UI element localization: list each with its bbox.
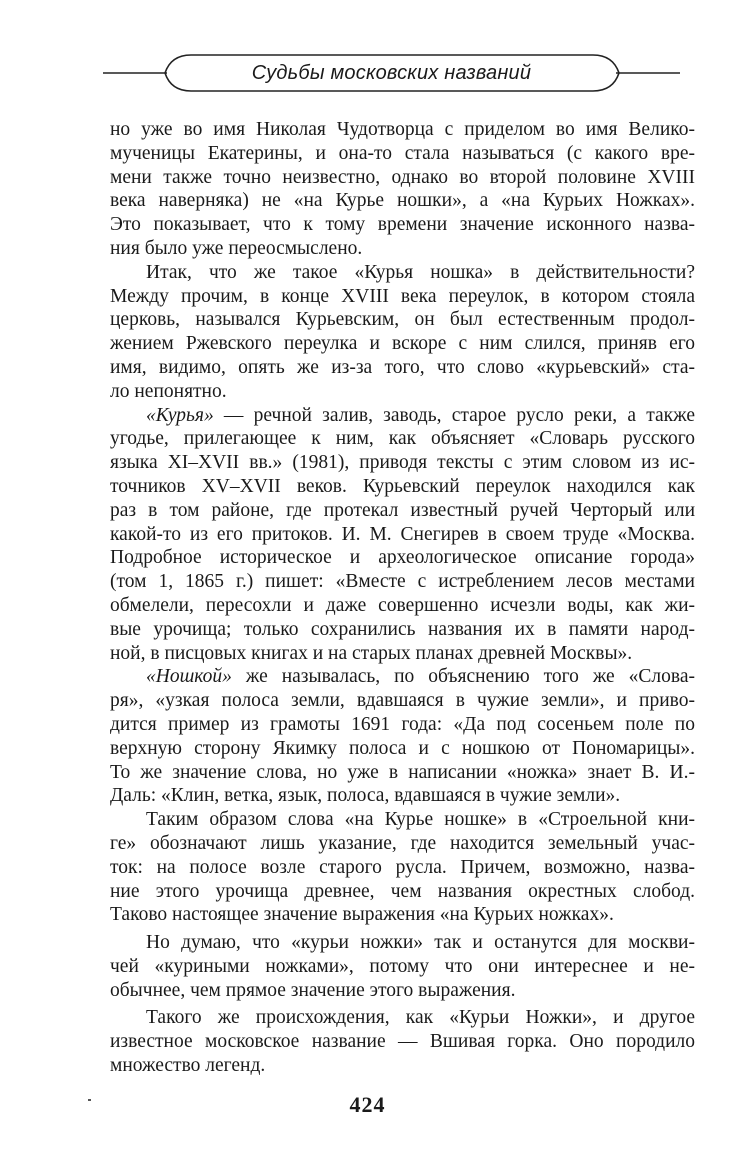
text-line: Между прочим, в конце XVIII века переулок, в котором стояла (110, 285, 695, 307)
text-line: но уже во имя Николая Чудотворца с приделом во имя Велико- (110, 119, 695, 140)
running-header-title: Судьбы московских названий (251, 62, 532, 84)
text-line: вые урочища; только сохранились названия их в памяти народ- (110, 618, 695, 640)
text-line: обмелели, пересохли и даже совершенно исчезли воды, как жи- (110, 594, 695, 616)
text-line: Даль: «Клин, ветка, язык, полоса, вдавшаяся в чужие земли». (110, 785, 621, 807)
text-line: какой-то из его притоков. И. М. Снегирев в своем труде «Москва. (110, 523, 695, 545)
text-line: ние этого урочища древнее, чем названия окрестных слобод. (110, 880, 695, 902)
text-line: ге» обозначают лишь указание, где находится земельный учас- (110, 832, 695, 854)
text-line: ря», «узкая полоса земли, вдавшаяся в чужие земли», и приво- (110, 690, 695, 712)
term-noshkoy: «Ношкой» (146, 666, 232, 688)
text-line: Таким образом слова «на Курье ношке» в «Строельной кни- (146, 809, 695, 831)
text-line: То же значение слова, но уже в написании «ножка» знает В. И.- (110, 761, 695, 783)
text-line: множество легенд. (110, 1055, 266, 1077)
text-line: жением Ржевского переулка и вскоре с ним слился, приняв его (110, 333, 695, 355)
text-line: Подробное историческое и археологическое описание города» (110, 547, 695, 569)
text-line: чей «куриными ножками», потому что они интереснее и не- (110, 955, 695, 977)
text-line: Итак, что же такое «Курья ношка» в действительности? (146, 261, 695, 283)
text-line: Такого же происхождения, как «Курьи Ножки», и другое (146, 1007, 695, 1029)
text-line: угодье, прилегающее к ним, как объясняет «Словарь русского (110, 428, 695, 450)
text-line: верхную сторону Якимку полоса и с ношкою от Пономарицы». (110, 737, 695, 759)
text-line: известное московское название — Вшивая горка. Оно породило (110, 1031, 695, 1053)
page-number: 424 (349, 1092, 386, 1117)
body-text (110, 118, 695, 1078)
text-line: церковь, назывался Курьевским, он был естественным продол- (110, 309, 695, 331)
text-line: «Ношкой» же называлась, по объяснению того же «Слова- (146, 666, 695, 688)
text-line: дится пример из грамоты 1691 года: «Да под сосеньем поле по (110, 713, 695, 735)
text-line: мученицы Екатерины, и она-то стала называться (с какого вре- (110, 142, 695, 164)
text-line: ток: на полосе возле старого русла. Причем, возможно, назва- (110, 856, 695, 878)
text-line: Таково настоящее значение выражения «на Курьих ножках». (110, 904, 614, 926)
text-line: языка XI–XVII вв.» (1981), приводя тексты с этим словом из ис- (110, 452, 695, 474)
term-kurya: «Курья» (146, 404, 214, 426)
text-line: ния было уже переосмыслено. (110, 237, 363, 259)
text-line: Но думаю, что «курьи ножки» так и останутся для москви- (146, 932, 695, 954)
running-header (103, 52, 680, 98)
text-line: точников XV–XVII веков. Курьевский переулок находился как (110, 475, 695, 497)
text-line: обычнее, чем прямое значение этого выражения. (110, 979, 516, 1001)
text-line: ной, в писцовых книгах и на старых планах древней Москвы». (110, 642, 633, 664)
text-line: века наверняка) не «на Курье ношки», а «на Курьих Ножках». (110, 190, 695, 212)
text-line: (том 1, 1865 г.) пишет: «Вместе с истреблением лесов местами (110, 571, 695, 593)
text-line: Это показывает, что к тому времени значение исконного назва- (110, 214, 695, 236)
text-line: мени также точно неизвестно, однако во второй половине XVIII (110, 166, 695, 188)
text-line: ло непонятно. (110, 380, 227, 402)
text-line: «Курья» — речной залив, заводь, старое русло реки, а также (146, 404, 695, 426)
text-line: раз в том районе, где протекал известный ручей Черторый или (110, 499, 695, 521)
text-line: имя, видимо, опять же из-за того, что слово «курьевский» ста- (110, 356, 695, 378)
